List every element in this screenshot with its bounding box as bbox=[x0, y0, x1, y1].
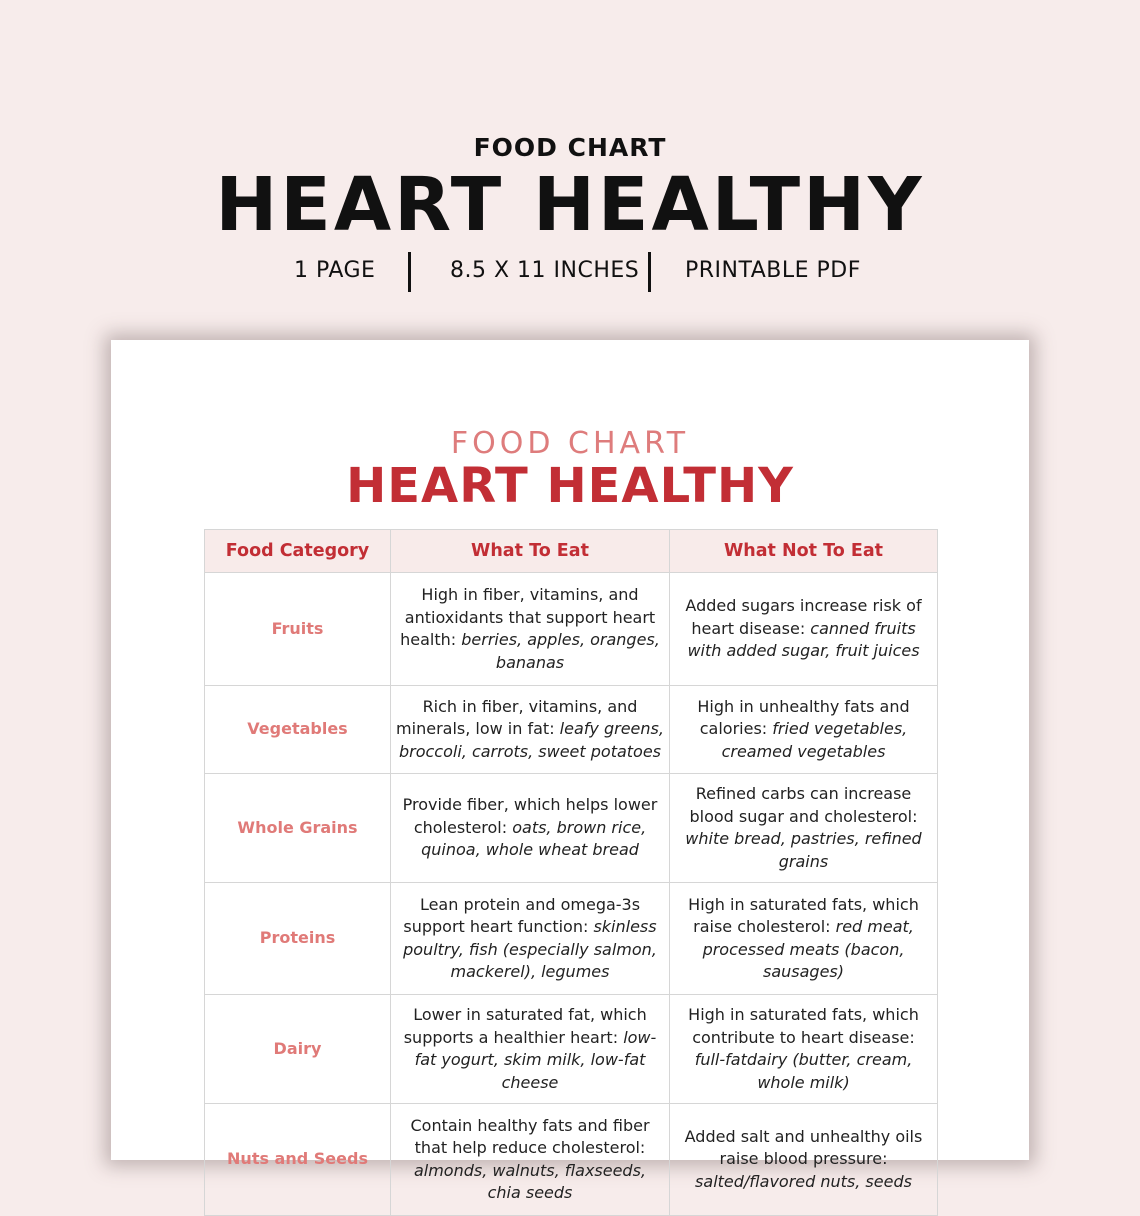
avoid-cell bbox=[670, 573, 938, 686]
eat-text: Provide fiber, which helps lower cholesterol: bbox=[402, 795, 658, 837]
column-header-avoid: What Not To Eat bbox=[670, 530, 938, 573]
avoid-cell bbox=[670, 883, 938, 995]
column-header-eat: What To Eat bbox=[391, 530, 670, 573]
table-row bbox=[205, 573, 938, 686]
avoid-cell bbox=[670, 774, 938, 883]
category-cell: Fruits bbox=[205, 573, 391, 686]
document-preview bbox=[111, 340, 1029, 1202]
avoid-examples: full-fatdairy (butter, cream, whole milk) bbox=[694, 1050, 913, 1092]
spec-bar bbox=[0, 252, 1140, 294]
eat-cell bbox=[391, 995, 670, 1104]
eat-cell bbox=[391, 686, 670, 774]
column-header-category: Food Category bbox=[205, 530, 391, 573]
eat-text: Contain healthy fats and fiber that help reduce cholesterol: bbox=[410, 1115, 650, 1157]
avoid-examples: white bread, pastries, refined grains bbox=[685, 829, 922, 871]
eat-text: High in fiber, vitamins, and antioxidants that support heart health: bbox=[400, 585, 656, 649]
avoid-text: Added sugars increase risk of heart disease: bbox=[685, 596, 922, 638]
eat-cell bbox=[391, 774, 670, 883]
avoid-text: High in saturated fats, which raise cholesterol: bbox=[688, 894, 919, 936]
eat-text: Lower in saturated fat, which supports a healthier heart: bbox=[403, 1005, 647, 1047]
eat-examples: berries, apples, oranges, bananas bbox=[461, 630, 660, 672]
table-header-row bbox=[205, 530, 938, 573]
table-row bbox=[205, 1104, 938, 1216]
spec-size: 8.5 X 11 INCHES bbox=[450, 258, 640, 283]
avoid-examples: salted/flavored nuts, seeds bbox=[695, 1171, 912, 1191]
eat-examples: leafy greens, broccoli, carrots, sweet potatoes bbox=[398, 719, 664, 761]
document-kicker: FOOD CHART bbox=[450, 426, 690, 461]
avoid-cell bbox=[670, 995, 938, 1104]
header-kicker: FOOD CHART bbox=[473, 133, 667, 162]
avoid-text: Refined carbs can increase blood sugar and cholesterol: bbox=[689, 784, 918, 826]
category-cell: Nuts and Seeds bbox=[205, 1104, 391, 1216]
avoid-examples: fried vegetables, creamed vegetables bbox=[721, 719, 908, 761]
avoid-cell bbox=[670, 1104, 938, 1216]
eat-examples: oats, brown rice, quinoa, whole wheat bread bbox=[421, 817, 647, 860]
spec-pages: 1 PAGE bbox=[294, 258, 376, 283]
eat-cell bbox=[391, 1104, 670, 1216]
eat-cell bbox=[391, 573, 670, 686]
avoid-text: High in saturated fats, which contribute to heart disease: bbox=[688, 1005, 919, 1047]
avoid-text: High in unhealthy fats and calories: bbox=[697, 696, 910, 739]
eat-examples: skinless poultry, fish (especially salmon, mackerel), legumes bbox=[403, 917, 657, 981]
spec-divider bbox=[648, 252, 651, 292]
category-cell: Proteins bbox=[205, 883, 391, 995]
avoid-examples: canned fruits with added sugar, fruit juices bbox=[687, 618, 920, 661]
category-cell: Vegetables bbox=[205, 686, 391, 774]
table-row bbox=[205, 995, 938, 1104]
eat-examples: almonds, walnuts, flaxseeds, chia seeds bbox=[413, 1160, 647, 1202]
table-row bbox=[205, 686, 938, 774]
eat-text: Rich in fiber, vitamins, and minerals, low in fat: bbox=[396, 696, 638, 739]
avoid-examples: red meat, processed meats (bacon, sausages) bbox=[702, 917, 914, 981]
header-title: HEART HEALTHY bbox=[215, 162, 925, 248]
table-row bbox=[205, 774, 938, 883]
spec-format: PRINTABLE PDF bbox=[685, 258, 861, 283]
table-row bbox=[205, 883, 938, 995]
eat-examples: low-fat yogurt, skim milk, low-fat cheese bbox=[414, 1027, 657, 1092]
avoid-cell bbox=[670, 686, 938, 774]
eat-cell bbox=[391, 883, 670, 995]
eat-text: Lean protein and omega-3s support heart function: bbox=[403, 894, 641, 936]
document-title: HEART HEALTHY bbox=[346, 458, 794, 514]
category-cell: Dairy bbox=[205, 995, 391, 1104]
spec-divider bbox=[408, 252, 411, 292]
category-cell: Whole Grains bbox=[205, 774, 391, 883]
avoid-text: Added salt and unhealthy oils raise blood pressure: bbox=[684, 1126, 923, 1169]
food-chart-table bbox=[204, 529, 938, 1216]
